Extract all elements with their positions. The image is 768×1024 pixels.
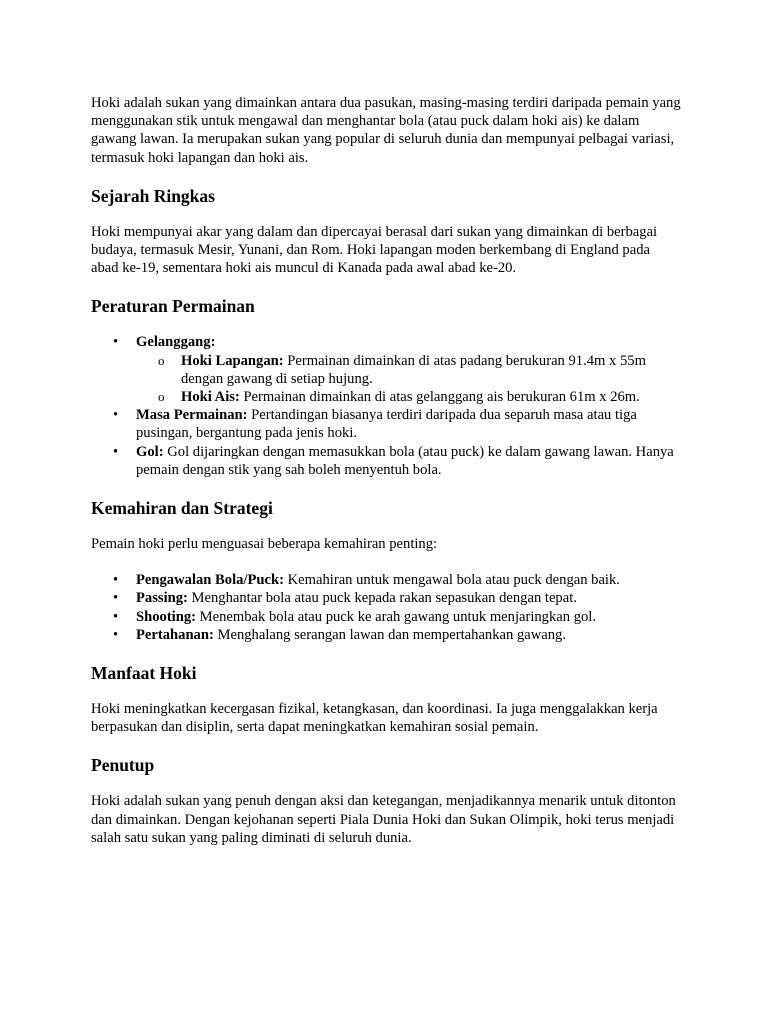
kemahiran-list [91,571,681,644]
item-label: Gol: [136,443,164,460]
document-page [91,94,681,847]
heading-manfaat: Manfaat Hoki [91,663,197,684]
item-text: Menghantar bola atau puck kepada rakan sepasukan dengan tepat. [187,590,577,607]
list-item [136,443,681,479]
item-label: Masa Permainan: [136,407,248,424]
item-text: Gol dijaringkan dengan memasukkan bola (atau puck) ke dalam gawang lawan. Hanya pemain dengan stik yang sah boleh menyentuh bola. [136,443,674,478]
sub-text: Permainan dimainkan di atas padang berukuran 91.4m x 55m dengan gawang di setiap hujung. [181,352,646,387]
peraturan-list [91,333,681,479]
list-item [136,406,681,442]
gelanggang-sublist [136,352,681,407]
intro-paragraph: Hoki adalah sukan yang dimainkan antara dua pasukan, masing-masing terdiri daripada pemain yang menggunakan stik untuk mengawal dan menghantar bola (atau puck dalam hoki ais) ke dalam gawang lawan. Ia merupakan sukan yang popular di seluruh dunia dan mempunyai pelbagai variasi, termasuk hoki lapangan dan hoki ais. [91,95,681,166]
item-label: Passing: [136,590,188,607]
sublist-item [181,352,681,388]
item-label: Shooting: [136,608,197,625]
sub-label: Hoki Ais: [181,389,240,406]
item-text: Pertandingan biasanya terdiri daripada dua separuh masa atau tiga pusingan, bergantung pada jenis hoki. [136,407,637,442]
manfaat-paragraph: Hoki meningkatkan kecergasan fizikal, ketangkasan, dan koordinasi. Ia juga menggalakkan kerja berpasukan dan disiplin, serta dapat meningkatkan kemahiran sosial pemain. [91,701,658,736]
heading-kemahiran: Kemahiran dan Strategi [91,498,273,519]
item-text: Menembak bola atau puck ke arah gawang untuk menjaringkan gol. [196,608,596,625]
list-item-gelanggang [136,333,681,406]
sub-text: Permainan dimainkan di atas gelanggang ais berukuran 61m x 26m. [239,389,640,406]
heading-penutup: Penutup [91,755,155,776]
kemahiran-paragraph: Pemain hoki perlu menguasai beberapa kemahiran penting: [91,536,438,553]
list-item [136,608,681,626]
list-item [136,589,681,607]
item-text: Menghalang serangan lawan dan mempertahankan gawang. [213,626,566,643]
item-label: Pengawalan Bola/Puck: [136,572,284,589]
list-item [136,571,681,589]
penutup-paragraph: Hoki adalah sukan yang penuh dengan aksi dan ketegangan, menjadikannya menarik untuk ditonton dan dimainkan. Dengan kejohanan seperti Piala Dunia Hoki dan Sukan Olimpik, hoki terus menjadi salah satu sukan yang paling diminati di seluruh dunia. [91,793,676,846]
heading-sejarah: Sejarah Ringkas [91,185,215,206]
sub-label: Hoki Lapangan: [181,352,284,369]
gelanggang-label: Gelanggang: [136,334,216,351]
sublist-item [181,388,681,406]
sejarah-paragraph: Hoki mempunyai akar yang dalam dan dipercayai berasal dari sukan yang dimainkan di berbagai budaya, termasuk Mesir, Yunani, dan Rom. Hoki lapangan moden berkembang di England pada abad ke-19, sementara hoki ais muncul di Kanada pada awal abad ke-20. [91,223,658,277]
heading-peraturan: Peraturan Permainan [91,296,255,317]
item-text: Kemahiran untuk mengawal bola atau puck dengan baik. [283,572,620,589]
list-item [136,626,681,644]
item-label: Pertahanan: [136,626,214,643]
